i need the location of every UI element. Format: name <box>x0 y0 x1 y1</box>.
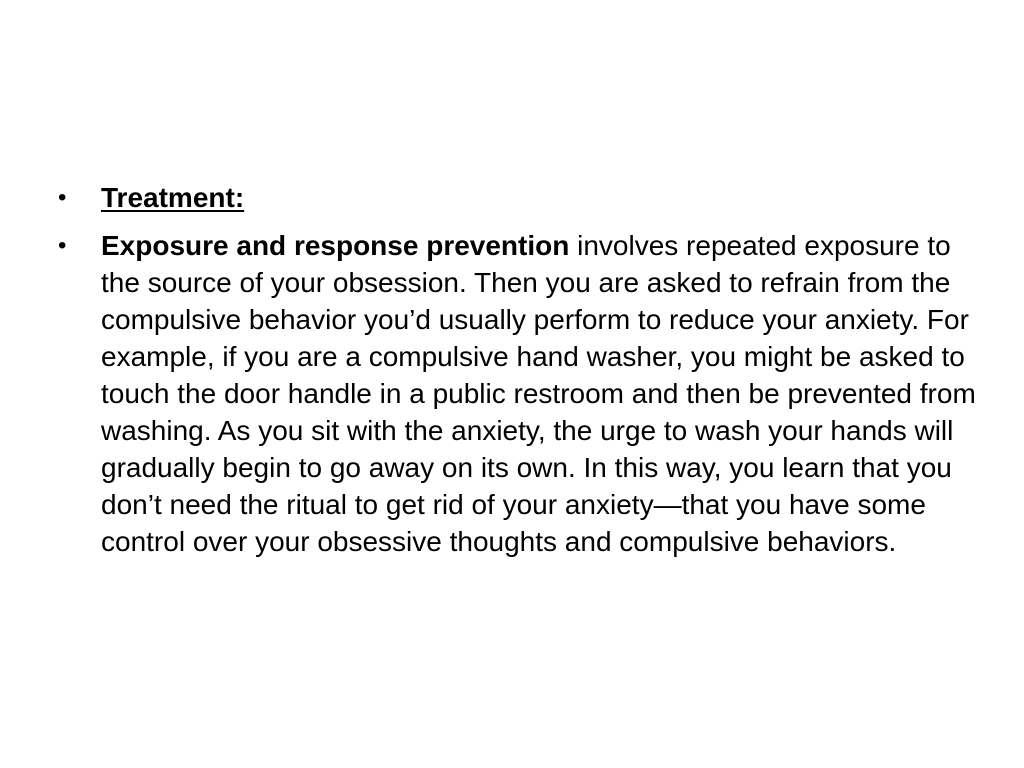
bullet-item-exposure <box>58 227 978 560</box>
bullet-icon: • <box>58 184 67 211</box>
bullet-list <box>58 179 978 560</box>
exposure-term: Exposure and response prevention <box>101 230 570 261</box>
bullet-item-treatment <box>58 179 978 216</box>
treatment-heading: Treatment: <box>101 182 245 213</box>
exposure-description: involves repeated exposure to the source of your obsession. Then you are asked to refrain from the compulsive behavior you’d usually perform to reduce your anxiety. For example, if you are a compulsive hand washer, you might be asked to touch the door handle in a public restroom and then be prevented from washing. As you sit with the anxiety, the urge to wash your hands will gradually begin to go away on its own. In this way, you learn that you don’t need the ritual to get rid of your anxiety—that you have some control over your obsessive thoughts and compulsive behaviors. <box>101 230 976 557</box>
bullet-icon: • <box>58 232 67 259</box>
